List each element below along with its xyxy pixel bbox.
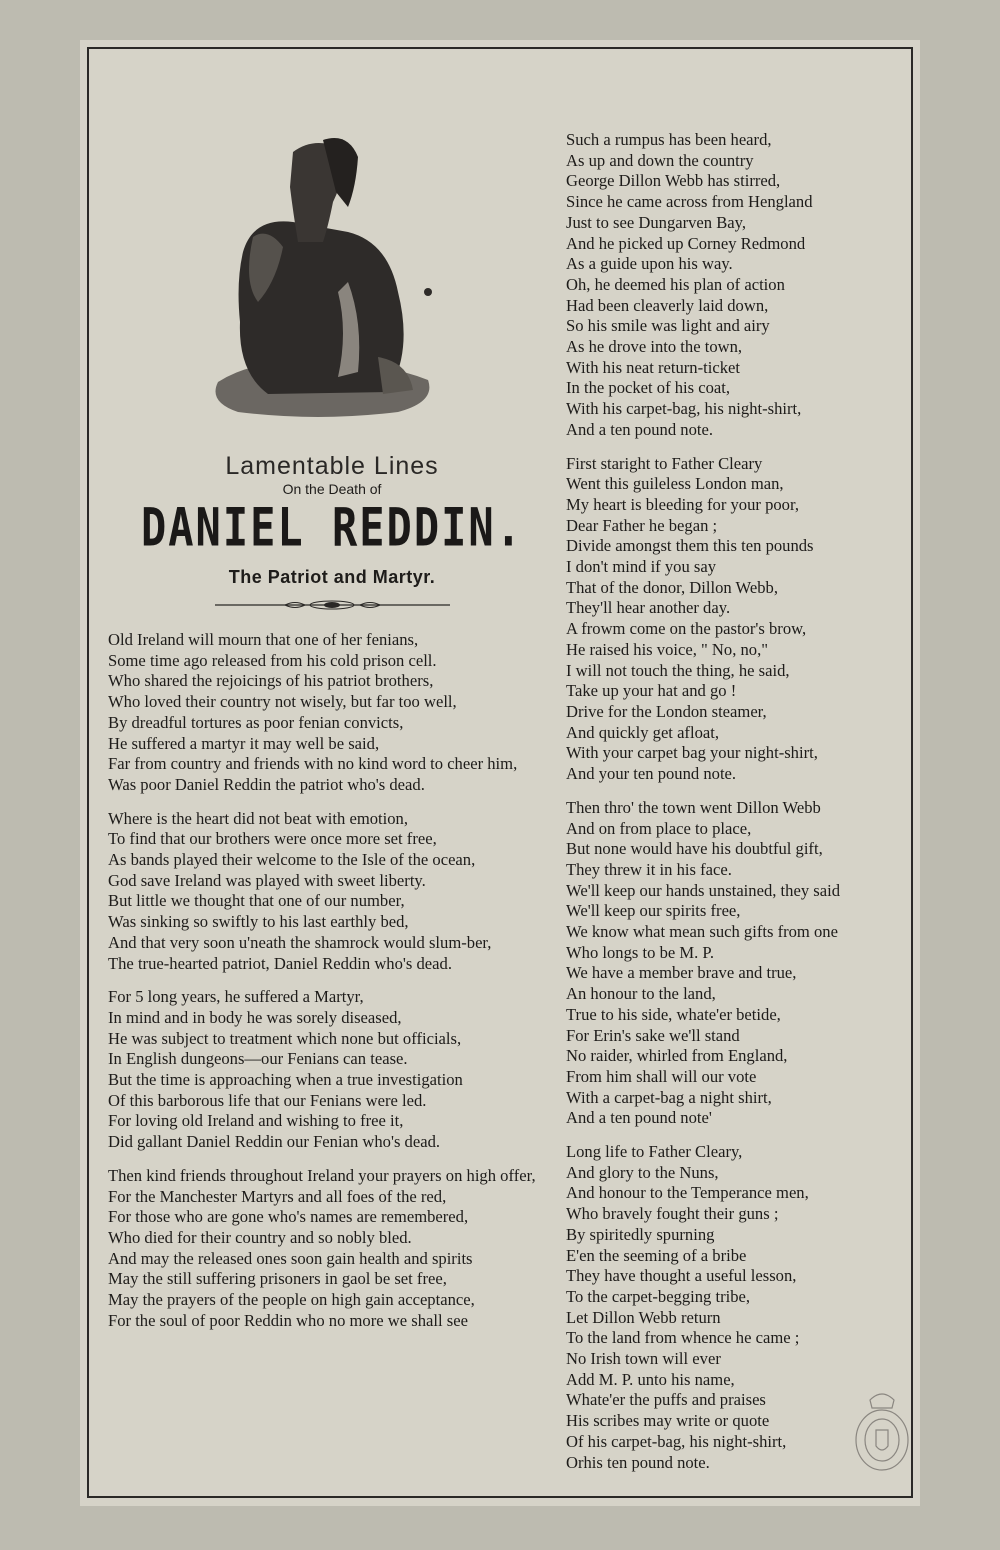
poem-line: May the still suffering prisoners in gaol be set free, <box>108 1269 447 1289</box>
poem-line: Let Dillon Webb return <box>566 1307 721 1327</box>
subtitle: The Patriot and Martyr. <box>228 567 436 587</box>
poem-line: Take up your hat and go ! <box>566 681 737 701</box>
poem-line: The true-hearted patriot, Daniel Reddin who's dead. <box>108 953 452 973</box>
poem-line: To the carpet-begging tribe, <box>566 1286 751 1306</box>
poem-line: Did gallant Daniel Reddin our Fenian who's dead. <box>108 1132 441 1152</box>
poem-line: Was sinking so swiftly to his last earthly bed, <box>108 912 409 932</box>
poem-line: Of his carpet-bag, his night-shirt, <box>566 1431 787 1451</box>
poem-line: He suffered a martyr it may well be said, <box>108 733 380 753</box>
poem-line: They'll hear another day. <box>566 598 731 618</box>
poem-line: Just to see Dungarven Bay, <box>566 212 747 232</box>
decorative-rule <box>215 598 450 612</box>
library-seal-stamp <box>852 1388 912 1472</box>
poem-line: Who loved their country not wisely, but far too well, <box>108 692 457 712</box>
poem-line: And that very soon u'neath the shamrock would slum-ber, <box>108 932 492 952</box>
poem-line: Who died for their country and so nobly bled. <box>108 1227 412 1247</box>
title-daniel-reddin: DANIEL REDDIN. <box>140 496 523 558</box>
poem-line: My heart is bleeding for your poor, <box>566 494 799 514</box>
poem-line: They have thought a useful lesson, <box>566 1266 797 1286</box>
poem-line: In the pocket of his coat, <box>566 378 731 398</box>
poem-line: Some time ago released from his cold prison cell. <box>108 650 437 670</box>
stanza <box>108 809 555 975</box>
poem-line: And a ten pound note. <box>566 419 714 439</box>
poem-line: But none would have his doubtful gift, <box>566 839 823 859</box>
poem-line: By spiritedly spurning <box>566 1224 715 1244</box>
poem-line: We have a member brave and true, <box>566 963 797 983</box>
poem-line: As a guide upon his way. <box>566 254 733 274</box>
poem-line: Was poor Daniel Reddin the patriot who's dead. <box>108 774 425 794</box>
poem-line: Dear Father he began ; <box>566 515 718 535</box>
poem-line: With his carpet-bag, his night-shirt, <box>566 399 802 419</box>
poem-line: I will not touch the thing, he said, <box>566 660 790 680</box>
poem-line: We'll keep our hands unstained, they said <box>566 880 840 900</box>
stanza <box>566 798 906 1129</box>
stanza <box>108 987 555 1153</box>
poem-line: And honour to the Temperance men, <box>566 1183 809 1203</box>
poem-line: As up and down the country <box>566 150 754 170</box>
poem-line: Went this guileless London man, <box>566 474 784 494</box>
poem-line: With his neat return-ticket <box>566 357 740 377</box>
poem-line: Old Ireland will mourn that one of her fenians, <box>108 630 419 649</box>
poem-line: But the time is approaching when a true investigation <box>108 1070 463 1090</box>
poem-line: For loving old Ireland and wishing to free it, <box>108 1111 404 1131</box>
poem-line: A frowm come on the pastor's brow, <box>566 619 807 639</box>
woodcut-illustration <box>198 132 443 422</box>
poem-line: In mind and in body he was sorely diseased, <box>108 1007 402 1027</box>
poem-line: Who bravely fought their guns ; <box>566 1204 779 1224</box>
poem-line: But little we thought that one of our number, <box>108 891 405 911</box>
poem-line: For Erin's sake we'll stand <box>566 1025 740 1045</box>
poem-line: For 5 long years, he suffered a Martyr, <box>108 987 364 1007</box>
poem-line: And your ten pound note. <box>566 764 737 784</box>
poem-line: And may the released ones soon gain health and spirits <box>108 1248 473 1268</box>
poem-line: And a ten pound note' <box>566 1108 712 1128</box>
poem-line: Had been cleaverly laid down, <box>566 295 769 315</box>
poem-line: He was subject to treatment which none but officials, <box>108 1028 462 1048</box>
poem-line: With a carpet-bag a night shirt, <box>566 1087 772 1107</box>
poem-line: And on from place to place, <box>566 818 752 838</box>
poem-line: For the Manchester Martyrs and all foes of the red, <box>108 1186 447 1206</box>
poem-line: George Dillon Webb has stirred, <box>566 171 781 191</box>
poem-line: As bands played their welcome to the Isle of the ocean, <box>108 850 476 870</box>
poem-line: And quickly get afloat, <box>566 722 719 742</box>
poem-line: To the land from whence he came ; <box>566 1328 800 1348</box>
poem-line: With your carpet bag your night-shirt, <box>566 743 818 763</box>
stanza <box>108 1166 555 1332</box>
title-on-the-death-of: On the Death of <box>282 481 382 497</box>
poem-line: That of the donor, Dillon Webb, <box>566 577 778 597</box>
poem-line: No Irish town will ever <box>566 1349 721 1369</box>
poem-line: His scribes may write or quote <box>566 1411 770 1431</box>
poem-line: Add M. P. unto his name, <box>566 1369 735 1389</box>
poem-line: From him shall will our vote <box>566 1066 757 1086</box>
poem-line: True to his side, whate'er betide, <box>566 1004 781 1024</box>
poem-line: We know what mean such gifts from one <box>566 922 838 942</box>
poem-line: Whate'er the puffs and praises <box>566 1390 766 1410</box>
poem-line: So his smile was light and airy <box>566 316 770 336</box>
poem-line: For those who are gone who's names are remembered, <box>108 1207 469 1227</box>
poem-line: Orhis ten pound note. <box>566 1452 710 1472</box>
poem-line: To find that our brothers were once more set free, <box>108 829 437 849</box>
poem-line: By dreadful tortures as poor fenian convicts, <box>108 712 404 732</box>
poem-line: E'en the seeming of a bribe <box>566 1245 747 1265</box>
poem-line: Who longs to be M. P. <box>566 942 714 962</box>
stanza <box>566 454 906 785</box>
poem-line: Such a rumpus has been heard, <box>566 130 772 149</box>
poem-line: May the prayers of the people on high gain acceptance, <box>108 1290 475 1310</box>
poem-line: First staright to Father Cleary <box>566 453 763 473</box>
poem-line: Oh, he deemed his plan of action <box>566 274 785 294</box>
poem-line: An honour to the land, <box>566 984 716 1004</box>
poem-line: Then thro' the town went Dillon Webb <box>566 797 821 817</box>
poem-line: God save Ireland was played with sweet liberty. <box>108 870 426 890</box>
poem-line: In English dungeons—our Fenians can tease. <box>108 1049 408 1069</box>
poem-line: No raider, whirled from England, <box>566 1046 788 1066</box>
title-lamentable-lines: Lamentable Lines <box>225 452 439 480</box>
poem-line: And he picked up Corney Redmond <box>566 233 806 253</box>
poem-line: He raised his voice, " No, no," <box>566 639 769 659</box>
poem-line: We'll keep our spirits free, <box>566 901 741 921</box>
poem-line: Where is the heart did not beat with emotion, <box>108 808 408 828</box>
poem-line: Far from country and friends with no kind word to cheer him, <box>108 754 518 774</box>
poem-line: Since he came across from Hengland <box>566 192 813 212</box>
poem-line: I don't mind if you say <box>566 557 717 577</box>
poem-line: Who shared the rejoicings of his patriot brothers, <box>108 671 434 691</box>
poem-line: As he drove into the town, <box>566 337 743 357</box>
poem-line: And glory to the Nuns, <box>566 1162 719 1182</box>
poem-line: Then kind friends throughout Ireland your prayers on high offer, <box>108 1165 536 1185</box>
poem-line: Long life to Father Cleary, <box>566 1142 743 1162</box>
poem-line: Drive for the London steamer, <box>566 701 767 721</box>
right-poem-column <box>566 130 906 1486</box>
stanza <box>566 130 906 441</box>
left-poem-column <box>108 630 555 1345</box>
poem-line: They threw it in his face. <box>566 859 732 879</box>
poem-line: Divide amongst them this ten pounds <box>566 536 814 556</box>
poem-line: Of this barborous life that our Fenians were led. <box>108 1090 427 1110</box>
stanza <box>108 630 555 796</box>
poem-line: For the soul of poor Reddin who no more we shall see <box>108 1310 468 1330</box>
